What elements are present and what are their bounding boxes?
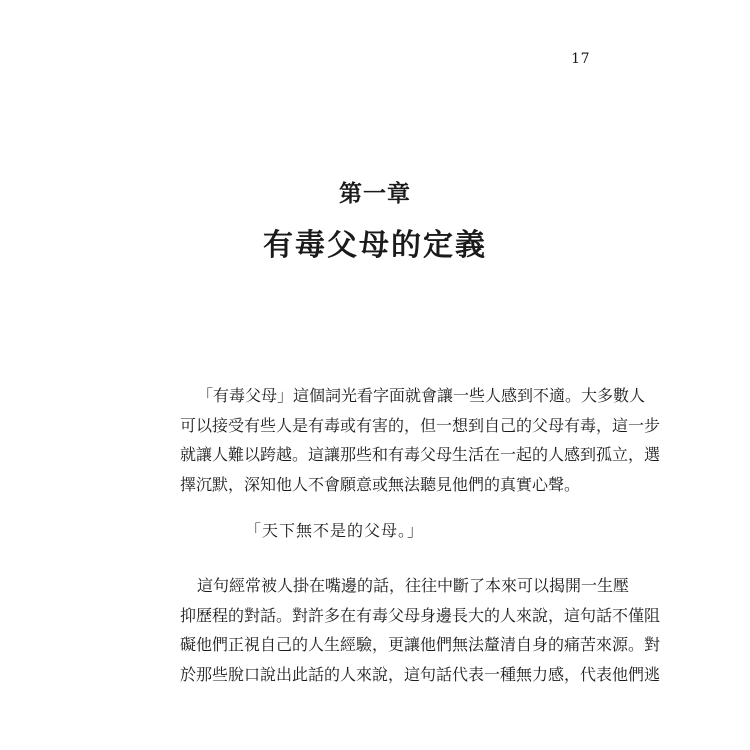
block-quote: 「天下無不是的父母。」 xyxy=(245,521,425,540)
chapter-title: 有毒父母的定義 xyxy=(263,228,487,263)
paragraph-line: 就讓人難以跨越。這讓那些和有毒父母生活在一起的人感到孤立，選 xyxy=(180,445,661,464)
paragraph-line: 「有毒父母」這個詞光看字面就會讓一些人感到不適。大多數人 xyxy=(197,386,646,405)
paragraph-line: 可以接受有些人是有毒或有害的，但一想到自己的父母有毒，這一步 xyxy=(180,415,661,435)
paragraph-line: 這句經常被人掛在嘴邊的話，往往中斷了本來可以揭開一生壓 xyxy=(197,576,630,595)
body-paragraph-2 xyxy=(0,571,750,689)
body-paragraph-1 xyxy=(0,381,750,499)
paragraph-line: 抑歷程的對話。對許多在有毒父母身邊長大的人來說，這句話不僅阻 xyxy=(180,605,661,625)
paragraph-line: 擇沉默，深知他人不會願意或無法聽見他們的真實心聲。 xyxy=(180,474,581,494)
paragraph-line: 於那些脫口說出此話的人來說，這句話代表一種無力感，代表他們逃 xyxy=(180,664,661,684)
paragraph-line: 礙他們正視自己的人生經驗，更讓他們無法釐清自身的痛苦來源。對 xyxy=(180,635,661,654)
page-number: 17 xyxy=(571,51,590,67)
chapter-label: 第一章 xyxy=(339,180,411,207)
